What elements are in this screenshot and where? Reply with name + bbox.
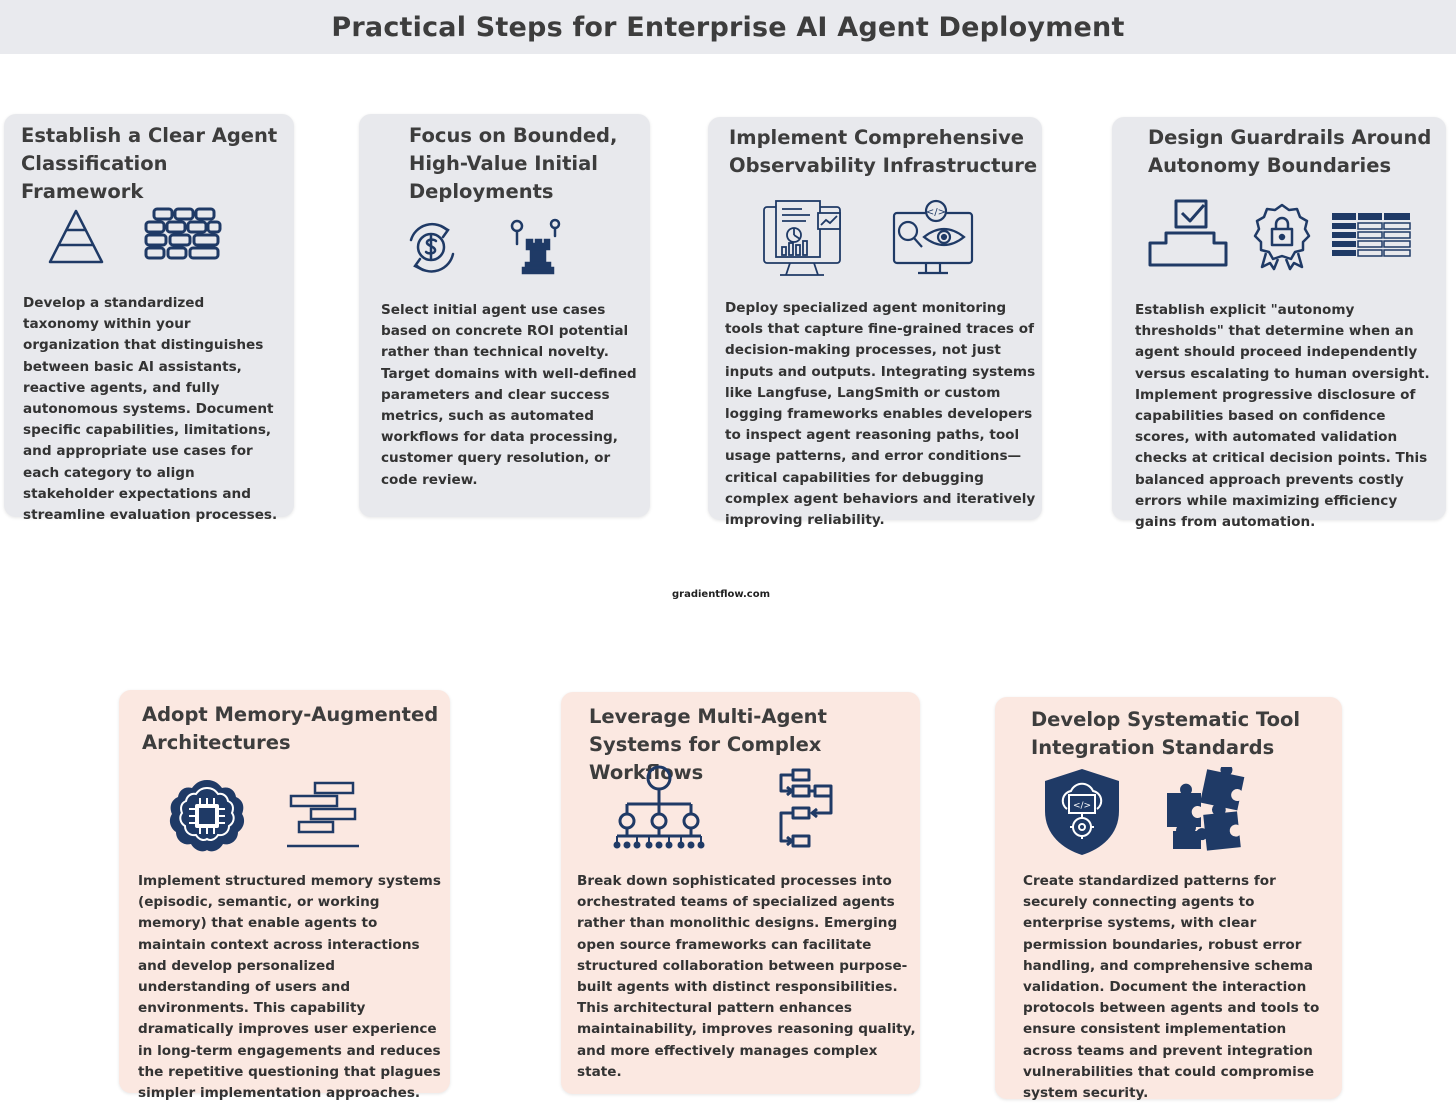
card-description: Create standardized patterns for securely connecting agents to enterprise systems, with clear permission boundaries, robust error handling, and comprehensive schema validation. Document the interaction protocols between agents and tools to ensure consistent implementation across teams and prevent integration vulnerabilities that could compromise system security. <box>1023 873 1320 1102</box>
analytics-dashboard-icon <box>760 197 844 281</box>
brick-wall-icon <box>144 206 222 262</box>
svg-text:</>: </> <box>925 207 947 218</box>
monitor-inspection-icon <box>890 195 976 277</box>
card-title: Focus on Bounded, High-Value Initial Deployments <box>409 124 618 203</box>
hierarchy-network-icon <box>611 764 707 852</box>
card-description: Develop a standardized taxonomy within your organization that distinguishes between basic AI assistants, reactive agents, and fully autonomous systems. Document specific capabilities, limitations, and appropriate use cases for each category to align stakeholder expectations and streamline evaluation processes. <box>23 295 278 524</box>
card-description: Implement structured memory systems (episodic, semantic, or working memory) that enable agents to maintain context across interactions and develop personalized understanding of users and environments. This capability dramatically improves user experience in long-term engagements and reduces the repetitive questioning that plagues simpler implementation approaches. <box>138 873 441 1102</box>
svg-text:</>: </> <box>1072 801 1092 811</box>
card-title: Leverage Multi-Agent Systems for Complex Workflows <box>589 705 827 784</box>
dollar-cycle-icon <box>401 218 461 276</box>
card-multi-agent-systems <box>561 692 920 1094</box>
workflow-flowchart-icon <box>769 766 835 852</box>
source-watermark: gradientflow.com <box>671 589 770 600</box>
card-memory-architectures <box>119 690 450 1102</box>
card-guardrails <box>1112 117 1446 531</box>
card-title: Develop Systematic Tool Integration Standards <box>1031 708 1301 759</box>
card-observability <box>708 117 1042 529</box>
puzzle-pieces-icon <box>1163 767 1245 853</box>
podium-checkbox-icon <box>1146 197 1234 269</box>
card-title: Design Guardrails Around Autonomy Boundaries <box>1148 126 1432 177</box>
card-description: Select initial agent use cases based on concrete ROI potential rather than technical novelty. Target domains with well-defined parameters and clear success metrics, such as automated workflows for data processing, customer query resolution, or code review. <box>381 302 637 488</box>
card-title: Establish a Clear Agent Classification Framework <box>21 124 278 203</box>
card-description: Deploy specialized agent monitoring tools that capture fine-grained traces of decision-making processes, not just inputs and outputs. Integrating systems like Langfuse, LangSmith or custom logging frameworks enables developers to inspect agent reasoning paths, tool usage patterns, and error conditions—critical capabilities for debugging complex agent behaviors and iteratively improving reliability. <box>725 300 1036 529</box>
chess-rook-strategy-icon <box>507 218 565 276</box>
pyramid-icon <box>46 208 106 266</box>
data-table-icon <box>1330 211 1412 263</box>
card-description: Establish explicit "autonomy thresholds" that determine when an agent should proceed independently versus escalating to human oversight. Implement progressive disclosure of capabilities based on confidence scores, with automated validation checks at critical decision points. This balanced approach prevents costly errors while maximizing efficiency gains from automation. <box>1135 302 1430 531</box>
card-title: Adopt Memory-Augmented Architectures <box>142 703 439 754</box>
badge-lock-icon <box>1252 201 1312 271</box>
title-bar <box>0 0 1456 54</box>
page-title: Practical Steps for Enterprise AI Agent Deployment <box>331 11 1125 43</box>
card-bounded-deployments <box>359 114 650 517</box>
shield-code-icon <box>1039 765 1125 859</box>
card-title: Implement Comprehensive Observability Infrastructure <box>729 126 1038 177</box>
stacked-blocks-icon <box>285 780 361 850</box>
card-classification-framework <box>4 114 294 524</box>
brain-chip-icon <box>167 776 247 856</box>
card-description: Break down sophisticated processes into orchestrated teams of specialized agents rather than monolithic designs. Emerging open source frameworks can facilitate structured collaboration between purpose-built agents with distinct responsibilities. This architectural pattern enhances maintainability, improves reasoning quality, and more effectively manages complex state. <box>577 873 916 1080</box>
card-tool-integration <box>995 697 1342 1102</box>
